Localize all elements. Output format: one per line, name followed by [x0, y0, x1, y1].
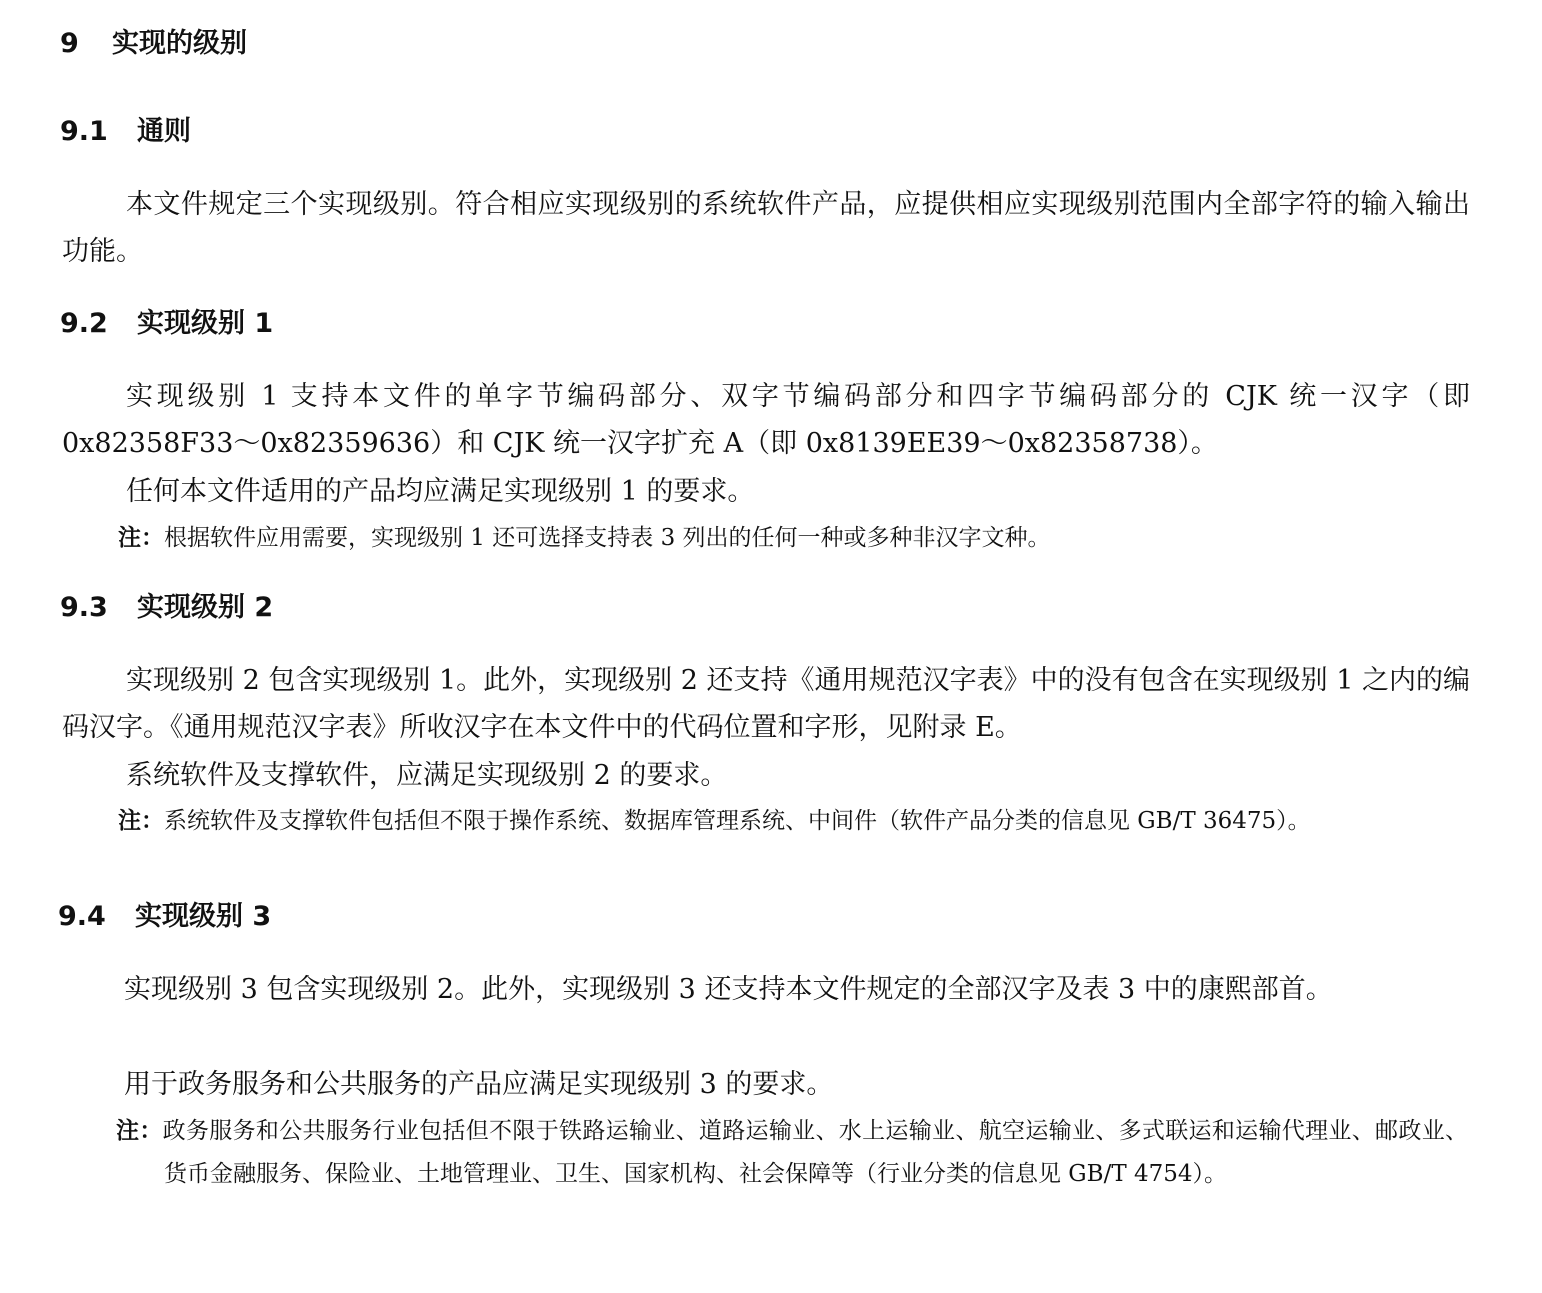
- paragraph-9-3-a: 实现级别 2 包含实现级别 1。此外，实现级别 2 还支持《通用规范汉字表》中的没有包含在实现级别 1 之内的编码汉字。《通用规范汉字表》所收汉字在本文件中的代码位置和字形，见附录 E。: [62, 665, 1470, 743]
- section-number: 9.1: [60, 116, 108, 147]
- note-text: 根据软件应用需要，实现级别 1 还可选择支持表 3 列出的任何一种或多种非汉字文种。: [164, 525, 1051, 551]
- section-9-1-heading: [60, 114, 191, 150]
- section-number: 9.3: [60, 592, 108, 623]
- paragraph-9-4-a: 实现级别 3 包含实现级别 2。此外，实现级别 3 还支持本文件规定的全部汉字及表 3 中的康熙部首。: [124, 974, 1333, 1005]
- note-label: 注：: [118, 808, 164, 834]
- section-9-heading: [60, 26, 247, 62]
- section-title: 实现级别 1: [137, 308, 274, 339]
- section-9-2-heading: [60, 306, 273, 342]
- section-number: 9: [60, 28, 79, 59]
- section-title: 实现级别 2: [137, 592, 274, 623]
- paragraph-9-1: 本文件规定三个实现级别。符合相应实现级别的系统软件产品，应提供相应实现级别范围内全部字符的输入输出功能。: [62, 189, 1470, 267]
- section-number: 9.2: [60, 308, 108, 339]
- section-title: 实现级别 3: [135, 901, 272, 932]
- section-9-4-heading: [58, 899, 271, 935]
- section-title: 通则: [137, 116, 191, 147]
- note-label: 注：: [116, 1118, 163, 1144]
- paragraph-9-2-b: 任何本文件适用的产品均应满足实现级别 1 的要求。: [126, 476, 755, 507]
- section-number: 9.4: [58, 901, 106, 932]
- paragraph-9-3-b: 系统软件及支撑软件，应满足实现级别 2 的要求。: [126, 760, 728, 791]
- note-text: 政务服务和公共服务行业包括但不限于铁路运输业、道路运输业、水上运输业、航空运输业、多式联运和运输代理业、邮政业、货币金融服务、保险业、土地管理业、卫生、国家机构、社会保障等（行业分类的信息见 GB/T 4754）。: [162, 1118, 1469, 1187]
- note-9-3: [118, 800, 1470, 843]
- paragraph-9-4-b: 用于政务服务和公共服务的产品应满足实现级别 3 的要求。: [124, 1069, 834, 1100]
- note-9-4: [116, 1110, 1468, 1196]
- paragraph-9-2-a: 实现级别 1 支持本文件的单字节编码部分、双字节编码部分和四字节编码部分的 CJK 统一汉字（即 0x82358F33～0x82359636）和 CJK 统一汉字扩充 A（即 0x8139EE39～0x82358738）。: [62, 381, 1470, 459]
- section-title: 实现的级别: [112, 28, 247, 59]
- note-text: 系统软件及支撑软件包括但不限于操作系统、数据库管理系统、中间件（软件产品分类的信息见 GB/T 36475）。: [164, 808, 1311, 834]
- note-label: 注：: [118, 525, 164, 551]
- section-9-3-heading: [60, 590, 273, 626]
- note-9-2: [118, 517, 1470, 560]
